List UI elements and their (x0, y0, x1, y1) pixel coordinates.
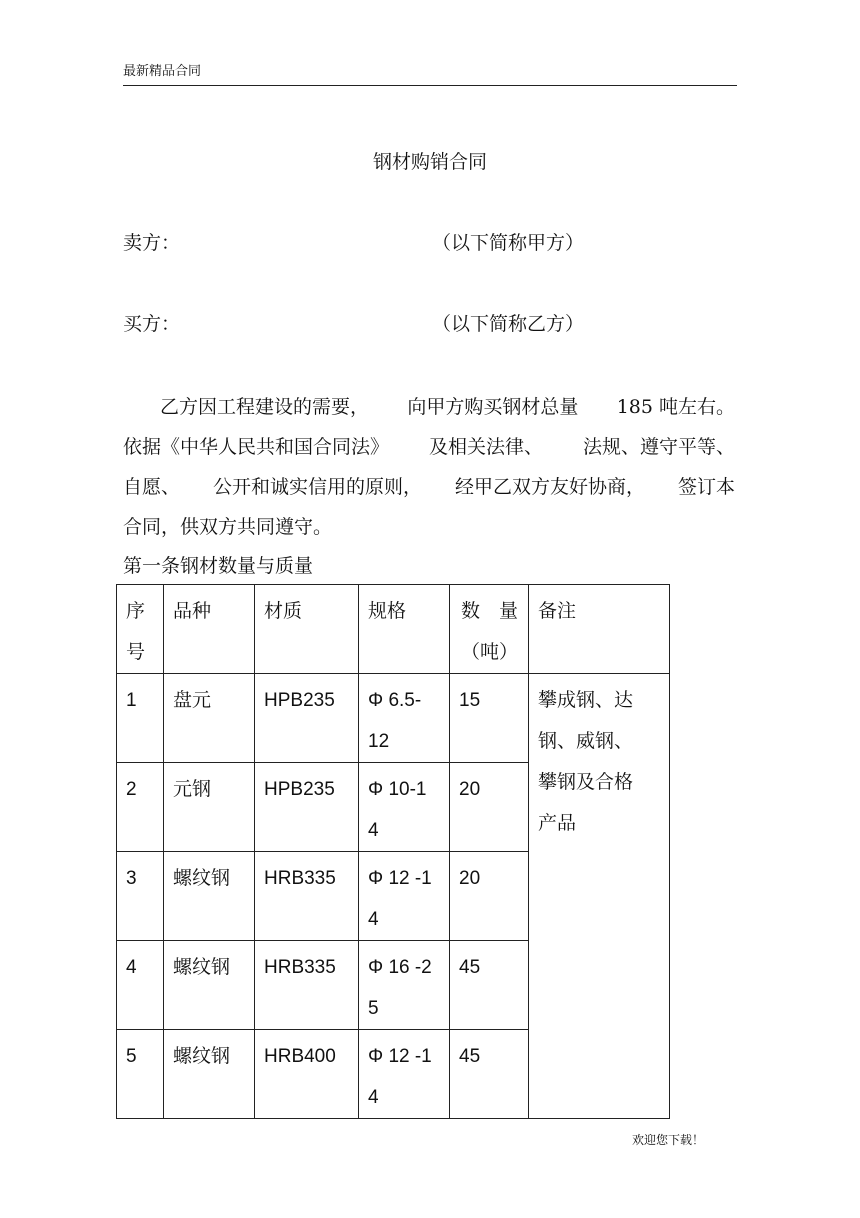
cell-spec: Φ 6.5- 12 (359, 674, 450, 763)
header-quantity: 数 量 （吨） (450, 585, 529, 674)
header-spec: 规格 (359, 585, 450, 674)
cell-material: HRB400 (255, 1030, 359, 1119)
cell-index: 2 (117, 763, 164, 852)
document-title: 钢材购销合同 (372, 151, 487, 173)
cell-spec: Φ 16 -2 5 (359, 941, 450, 1030)
intro-line-2: 依据《中华人民共和国合同法》 及相关法律、 法规、遵守平等、 (123, 436, 735, 458)
cell-index: 1 (117, 674, 164, 763)
steel-spec-table (116, 584, 670, 1119)
cell-index: 3 (117, 852, 164, 941)
cell-material: HPB235 (255, 763, 359, 852)
cell-spec: Φ 12 -1 4 (359, 852, 450, 941)
intro-line-3: 自愿、 公开和诚实信用的原则， 经甲乙双方友好协商， 签订本 (123, 476, 735, 498)
page-footer: 欢迎您下载！ (632, 1133, 705, 1147)
intro-paragraph (123, 387, 735, 547)
seller-label: 卖方： (123, 232, 181, 254)
cell-variety: 螺纹钢 (164, 852, 255, 941)
header-material: 材质 (255, 585, 359, 674)
table-header-row (117, 585, 670, 674)
cell-material: HPB235 (255, 674, 359, 763)
buyer-note: （以下简称乙方） (432, 313, 585, 335)
section-1-title: 第一条钢材数量与质量 (123, 555, 314, 577)
cell-quantity: 20 (450, 763, 529, 852)
cell-quantity: 45 (450, 1030, 529, 1119)
cell-index: 4 (117, 941, 164, 1030)
header-index: 序 号 (117, 585, 164, 674)
cell-index: 5 (117, 1030, 164, 1119)
cell-material: HRB335 (255, 941, 359, 1030)
page-header: 最新精品合同 (123, 64, 202, 79)
cell-variety: 螺纹钢 (164, 1030, 255, 1119)
intro-line-1: 乙方因工程建设的需要， 向甲方购买钢材总量 185 吨左右。 (160, 396, 735, 418)
intro-line-4: 合同，供双方共同遵守。 (123, 516, 333, 538)
table-row (117, 674, 670, 763)
cell-remarks: 攀成钢、达 钢、威钢、 攀钢及合格 产品 (529, 674, 670, 1119)
seller-note: （以下简称甲方） (432, 232, 585, 254)
cell-variety: 螺纹钢 (164, 941, 255, 1030)
cell-variety: 元钢 (164, 763, 255, 852)
cell-variety: 盘元 (164, 674, 255, 763)
cell-quantity: 20 (450, 852, 529, 941)
header-variety: 品种 (164, 585, 255, 674)
cell-quantity: 15 (450, 674, 529, 763)
cell-spec: Φ 12 -1 4 (359, 1030, 450, 1119)
header-remarks: 备注 (529, 585, 670, 674)
cell-quantity: 45 (450, 941, 529, 1030)
buyer-label: 买方： (123, 313, 181, 335)
cell-spec: Φ 10-1 4 (359, 763, 450, 852)
header-rule (123, 85, 737, 86)
cell-material: HRB335 (255, 852, 359, 941)
